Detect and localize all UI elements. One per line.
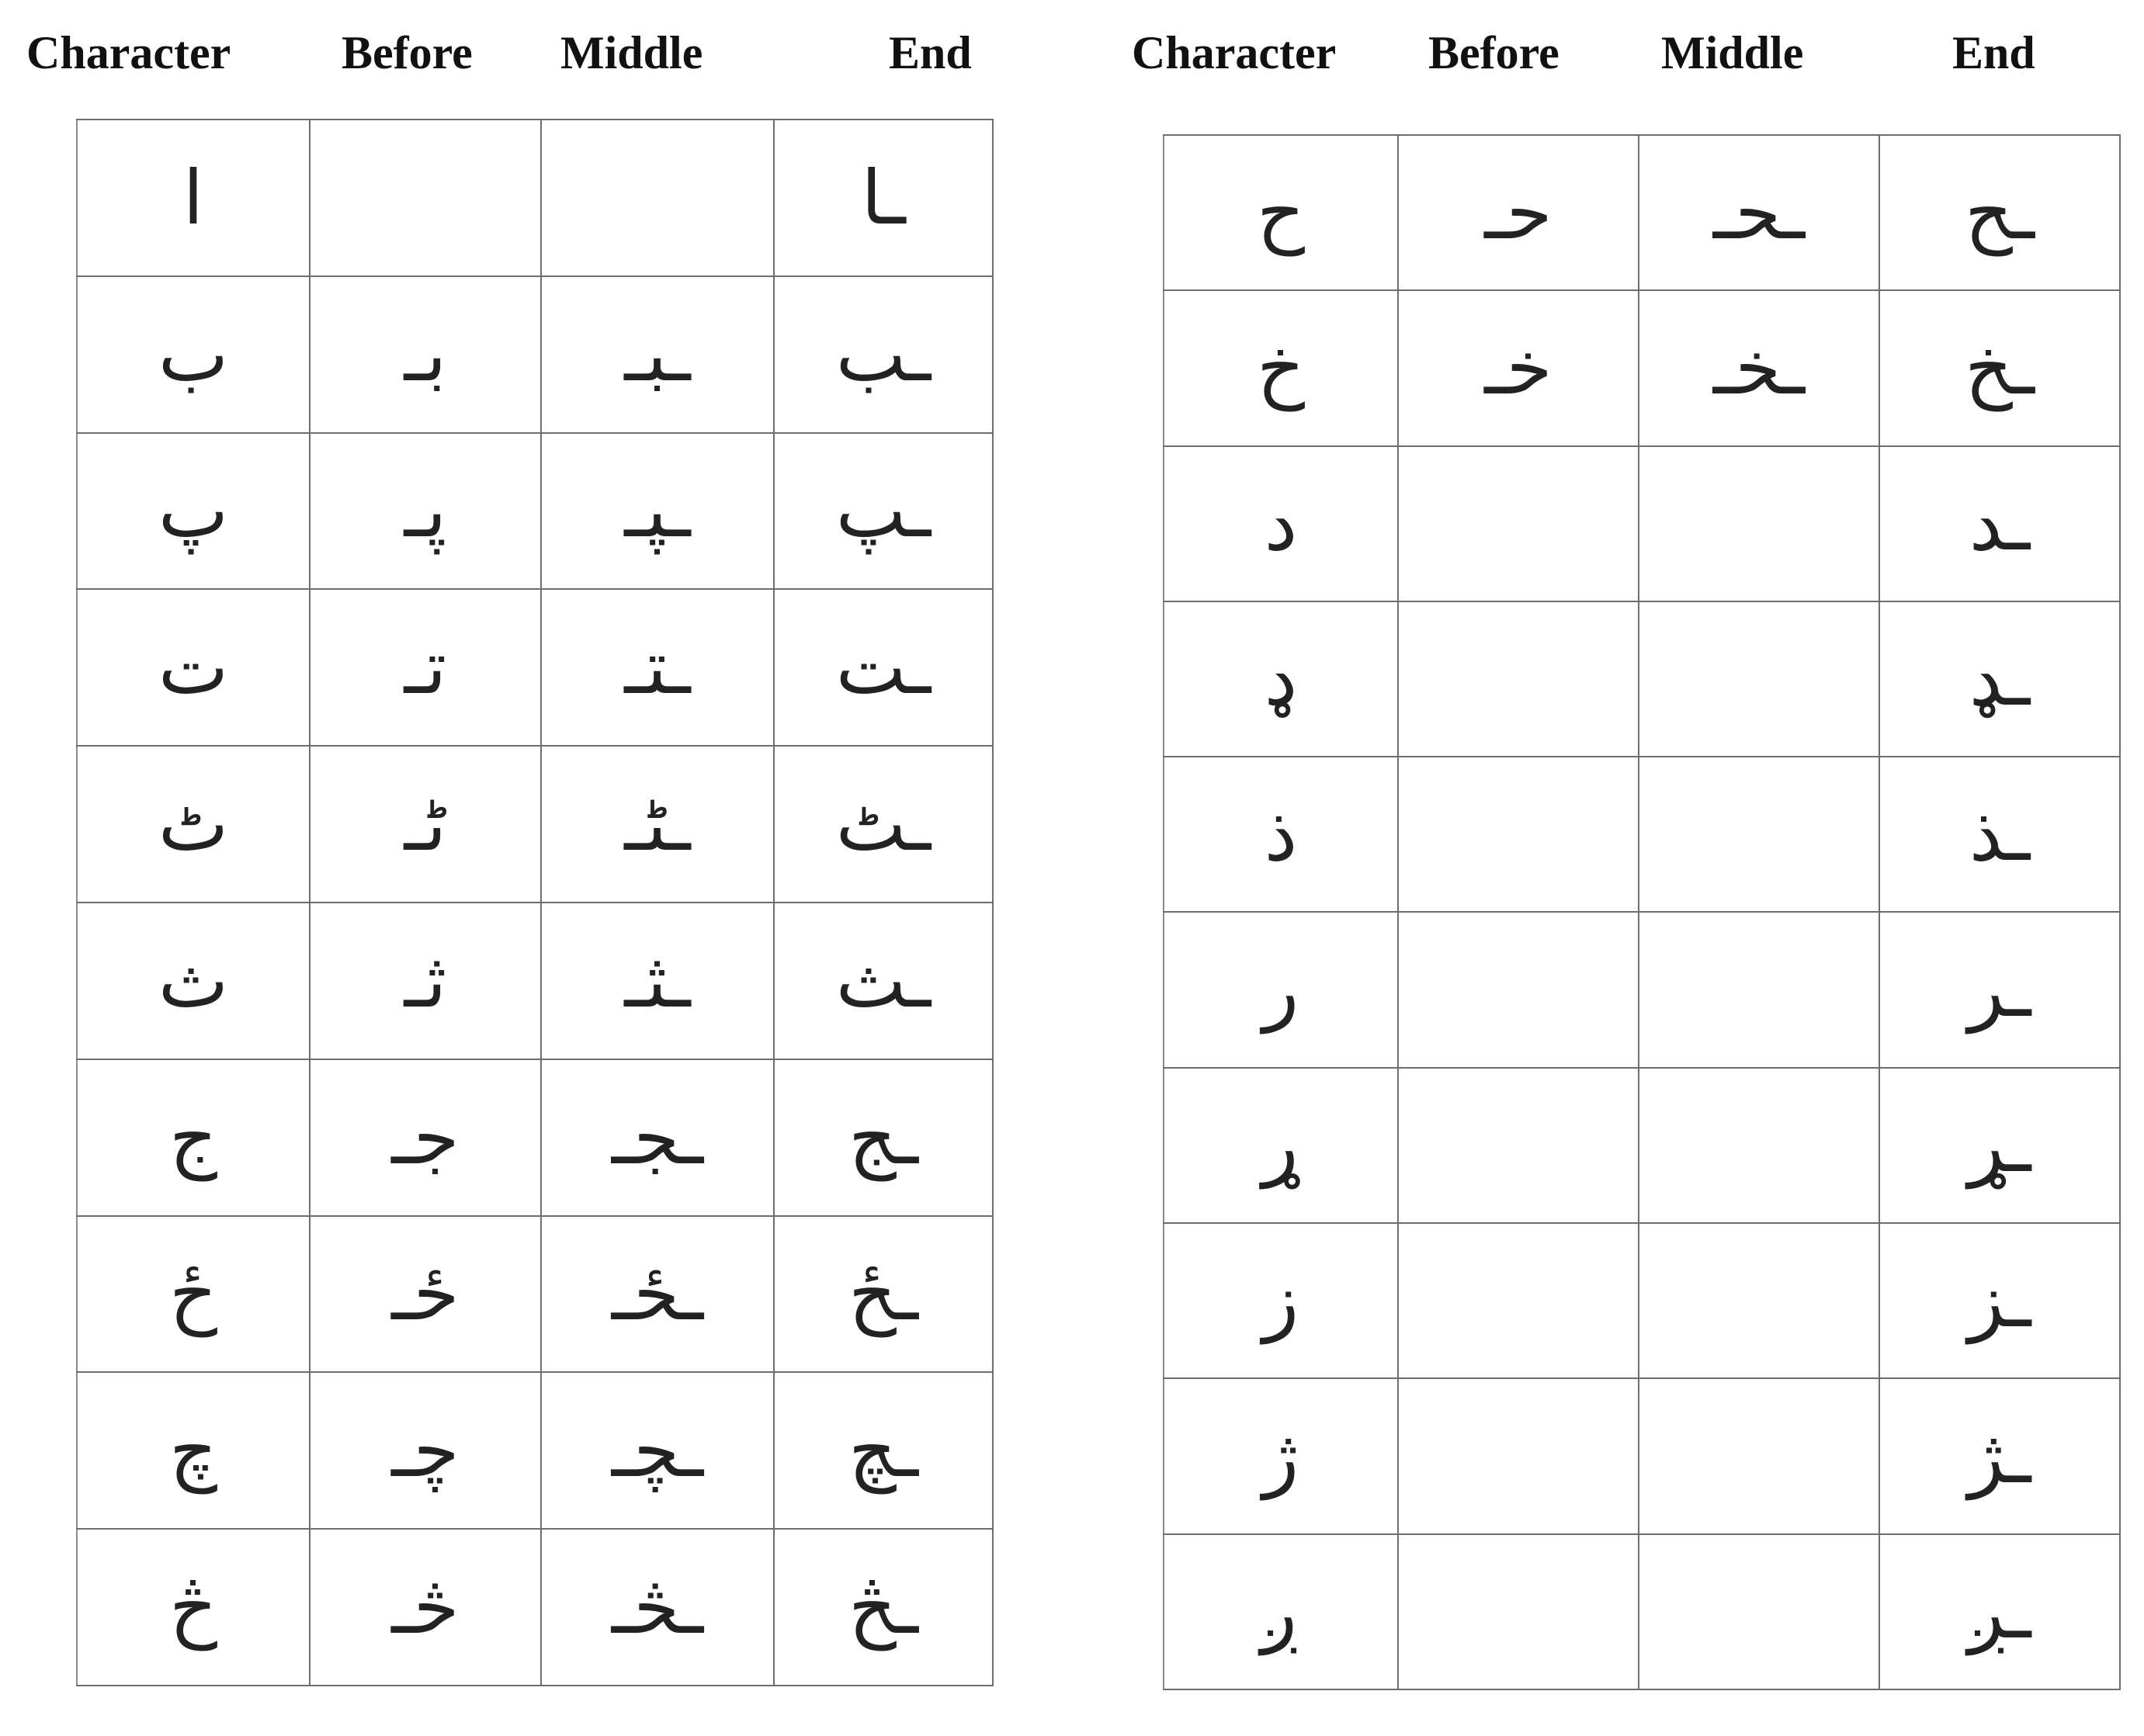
right-header-before: Before [1428, 27, 1559, 78]
cell-before: خـ [1398, 290, 1639, 445]
table-row [1164, 1223, 2120, 1378]
cell-character: ث [77, 903, 310, 1059]
cell-character: ح [1164, 135, 1398, 290]
cell-middle: ـٹـ [541, 746, 774, 903]
table-row [1164, 912, 2120, 1067]
table-row [77, 746, 993, 903]
table-row [1164, 446, 2120, 601]
cell-middle: ـځـ [541, 1216, 774, 1373]
cell-end: ـڅ [774, 1529, 993, 1686]
left-character-table [76, 119, 994, 1686]
cell-before: څـ [310, 1529, 541, 1686]
cell-before [310, 120, 541, 276]
cell-end: ـٹ [774, 746, 993, 903]
cell-character: چ [77, 1372, 310, 1529]
cell-middle [1639, 601, 1879, 757]
table-row [1164, 1068, 2120, 1223]
table-row [77, 1059, 993, 1216]
cell-character: پ [77, 433, 310, 590]
cell-character: ځ [77, 1216, 310, 1373]
cell-end: ـخ [1879, 290, 2120, 445]
table-row [77, 1372, 993, 1529]
cell-middle [1639, 446, 1879, 601]
cell-character: ب [77, 276, 310, 433]
cell-end: ـح [1879, 135, 2120, 290]
cell-end: ـا [774, 120, 993, 276]
cell-character: خ [1164, 290, 1398, 445]
table-row [1164, 1378, 2120, 1533]
cell-before: تـ [310, 589, 541, 746]
cell-end: ـت [774, 589, 993, 746]
cell-before [1398, 601, 1639, 757]
cell-end: ـز [1879, 1223, 2120, 1378]
cell-middle [1639, 1378, 1879, 1533]
cell-end: ـړ [1879, 1068, 2120, 1223]
cell-before [1398, 1378, 1639, 1533]
cell-before: پـ [310, 433, 541, 590]
cell-middle [1639, 912, 1879, 1067]
left-header-before: Before [342, 27, 473, 78]
cell-end: ـژ [1879, 1378, 2120, 1533]
table-row [77, 589, 993, 746]
cell-before: چـ [310, 1372, 541, 1529]
table-row [1164, 135, 2120, 290]
cell-end: ـب [774, 276, 993, 433]
cell-end: ـر [1879, 912, 2120, 1067]
cell-character: ٹ [77, 746, 310, 903]
left-header-middle: Middle [560, 27, 703, 78]
cell-character: ژ [1164, 1378, 1398, 1533]
table-row [77, 1529, 993, 1686]
table-row [77, 276, 993, 433]
table-row [77, 1216, 993, 1373]
cell-end: ـچ [774, 1372, 993, 1529]
left-header-end: End [889, 27, 972, 78]
cell-middle: ـثـ [541, 903, 774, 1059]
table-row [1164, 290, 2120, 445]
table-row [1164, 757, 2120, 912]
left-header-character: Character [26, 27, 231, 78]
cell-character: ډ [1164, 601, 1398, 757]
cell-character: ړ [1164, 1068, 1398, 1223]
cell-character: ږ [1164, 1534, 1398, 1689]
cell-character: ا [77, 120, 310, 276]
cell-before [1398, 1068, 1639, 1223]
right-character-table [1163, 134, 2121, 1690]
cell-middle [541, 120, 774, 276]
right-header-end: End [1952, 27, 2035, 78]
cell-middle: ـخـ [1639, 290, 1879, 445]
table-row [77, 903, 993, 1059]
table-row [77, 120, 993, 276]
table-row [1164, 601, 2120, 757]
cell-end: ـد [1879, 446, 2120, 601]
cell-character: ذ [1164, 757, 1398, 912]
cell-character: ز [1164, 1223, 1398, 1378]
cell-end: ـج [774, 1059, 993, 1216]
cell-end: ـذ [1879, 757, 2120, 912]
cell-before [1398, 1223, 1639, 1378]
cell-middle: ـپـ [541, 433, 774, 590]
cell-character: څ [77, 1529, 310, 1686]
cell-middle [1639, 1534, 1879, 1689]
table-row [1164, 1534, 2120, 1689]
cell-before [1398, 446, 1639, 601]
cell-character: ج [77, 1059, 310, 1216]
cell-before: جـ [310, 1059, 541, 1216]
cell-character: د [1164, 446, 1398, 601]
cell-before: بـ [310, 276, 541, 433]
cell-before: ثـ [310, 903, 541, 1059]
cell-before: ځـ [310, 1216, 541, 1373]
cell-before: حـ [1398, 135, 1639, 290]
table-row [77, 433, 993, 590]
cell-end: ـځ [774, 1216, 993, 1373]
cell-middle: ـبـ [541, 276, 774, 433]
cell-before [1398, 912, 1639, 1067]
right-header-middle: Middle [1661, 27, 1804, 78]
right-header-character: Character [1132, 27, 1337, 78]
cell-middle: ـچـ [541, 1372, 774, 1529]
cell-before: ٹـ [310, 746, 541, 903]
cell-before [1398, 757, 1639, 912]
cell-before [1398, 1534, 1639, 1689]
cell-character: ر [1164, 912, 1398, 1067]
cell-middle [1639, 757, 1879, 912]
cell-end: ـږ [1879, 1534, 2120, 1689]
cell-end: ـث [774, 903, 993, 1059]
cell-middle [1639, 1068, 1879, 1223]
cell-middle: ـحـ [1639, 135, 1879, 290]
cell-middle: ـڅـ [541, 1529, 774, 1686]
cell-end: ـډ [1879, 601, 2120, 757]
cell-character: ت [77, 589, 310, 746]
cell-middle: ـتـ [541, 589, 774, 746]
cell-middle: ـجـ [541, 1059, 774, 1216]
cell-middle [1639, 1223, 1879, 1378]
cell-end: ـپ [774, 433, 993, 590]
